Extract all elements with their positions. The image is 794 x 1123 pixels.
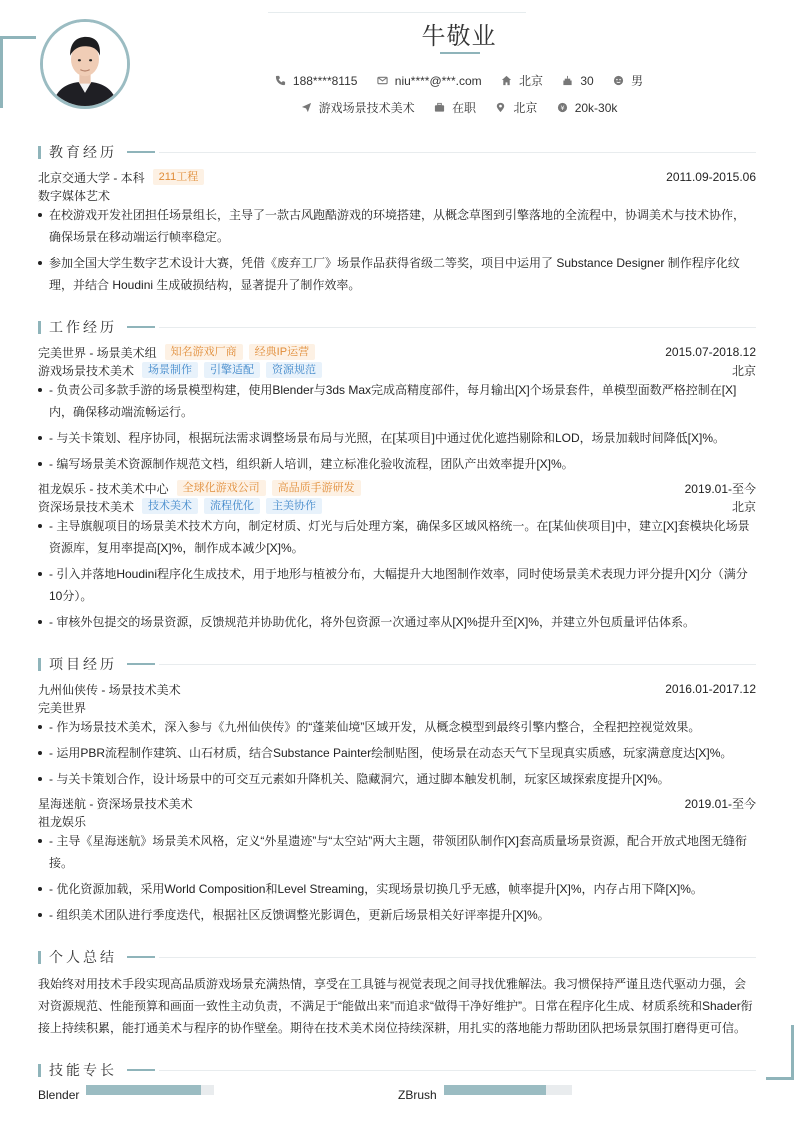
work-1-position-tag: 场景制作 [142, 362, 198, 378]
section-bar [38, 658, 41, 671]
work-1-period: 2015.07-2018.12 [665, 345, 756, 359]
skill-zbrush [398, 1088, 437, 1102]
section-dash [127, 326, 155, 328]
intention-position-text: 游戏场景技术美术 [318, 101, 415, 115]
skill-bar-fill [86, 1085, 201, 1095]
section-summary [38, 947, 756, 967]
intention-salary [557, 101, 618, 115]
education-school: 北京交通大学 - 本科 [38, 170, 145, 185]
contact-email-text: niu****@***.com [394, 73, 482, 88]
education-major: 数字媒体艺术 [38, 188, 111, 203]
contact-age [562, 74, 593, 88]
cake-icon [562, 75, 573, 86]
project-2-company: 祖龙娱乐 [38, 814, 87, 829]
work-2-position: 资深场景技术美术 [38, 499, 135, 514]
contact-row [0, 72, 794, 89]
work-2-position-tag: 主美协作 [266, 498, 322, 514]
work-1-company-tag: 经典IP运营 [249, 344, 315, 360]
section-summary-title: 个人总结 [49, 949, 117, 965]
education-tag: 211工程 [153, 169, 205, 185]
contact-phone-text: 188****8115 [292, 73, 358, 88]
section-dash [127, 663, 155, 665]
list-item: - 组织美术团队进行季度迭代，根据社区反馈调整光影调色，更新后场景相关好评率提升[X]%。 [38, 904, 756, 926]
project-1-header [38, 680, 756, 698]
section-skills [38, 1060, 756, 1080]
briefcase-icon [434, 102, 445, 113]
section-skills-title: 技能专长 [49, 1062, 117, 1078]
work-2-position-tag: 技术美术 [142, 498, 198, 514]
work-1-position-row [38, 361, 756, 379]
work-1-position-tag: 资源规范 [266, 362, 322, 378]
section-education [38, 142, 756, 162]
corner-decoration-bottom-horizontal [766, 1077, 794, 1080]
list-item: - 审核外包提交的场景资源，反馈规范并协助优化，将外包资源一次通过率从[X]%提升至[X]%，并建立外包质量评估体系。 [38, 611, 756, 633]
phone-icon [275, 75, 286, 86]
intention-status [434, 99, 476, 116]
work-2-header [38, 479, 756, 497]
candidate-name: 牛敬业 [421, 23, 497, 50]
project-2-period: 2019.01-至今 [684, 796, 756, 811]
work-2-period: 2019.01-至今 [684, 481, 756, 496]
work-2-city: 北京 [731, 499, 756, 514]
intention-city [495, 99, 537, 116]
contact-gender-text: 男 [631, 74, 644, 88]
list-item: - 运用PBR流程制作建筑、山石材质，结合Substance Painter绘制贴图，使场景在动态天气下呈现真实质感，玩家满意度达[X]%。 [38, 742, 756, 764]
section-line [159, 664, 756, 665]
project-2-title: 星海迷航 - 资深场景技术美术 [38, 796, 193, 811]
list-item: - 主导《星海迷航》场景美术风格，定义“外星遗迹”与“太空站”两大主题，带领团队制作[X]套高质量场景资源，配合开放式地图无缝衔接。 [38, 830, 756, 874]
education-period: 2011.09-2015.06 [666, 170, 756, 184]
svg-text:¥: ¥ [560, 103, 565, 112]
intention-city-text: 北京 [513, 101, 538, 115]
skill-name: Blender [38, 1088, 80, 1102]
section-dash [127, 956, 155, 958]
work-2-bullets [38, 515, 756, 637]
intention-row [0, 99, 794, 116]
work-1-city: 北京 [731, 363, 756, 378]
section-line [159, 152, 756, 153]
salary-icon [557, 102, 568, 113]
skill-bar-track [444, 1085, 572, 1095]
top-divider [268, 12, 526, 13]
project-1-company-row [38, 698, 756, 716]
work-2-position-tag: 流程优化 [204, 498, 260, 514]
work-1-position: 游戏场景技术美术 [38, 363, 135, 378]
intention-salary-text: 20k-30k [574, 100, 618, 115]
list-item: - 与关卡策划合作，设计场景中的可交互元素如升降机关、隐藏洞穴，通过脚本触发机制，玩家区域探索度提升[X]%。 [38, 768, 756, 790]
list-item: - 编写场景美术资源制作规范文档，组织新人培训，建立标准化验收流程，团队产出效率提升[X]%。 [38, 453, 756, 475]
list-item: - 主导旗舰项目的场景美术技术方向，制定材质、灯光与后处理方案，确保多区域风格统一。在[某仙侠项目]中，建立[X]套模块化场景资源库，复用率提高[X]%，制作成本减少[X]%。 [38, 515, 756, 559]
section-bar [38, 1064, 41, 1077]
section-bar [38, 951, 41, 964]
section-line [159, 1070, 756, 1071]
location-icon [495, 102, 506, 113]
project-2-header [38, 794, 756, 812]
project-1-title: 九州仙侠传 - 场景技术美术 [38, 682, 181, 697]
education-header [38, 168, 756, 186]
project-2-company-row [38, 812, 756, 830]
home-icon [501, 75, 512, 86]
contact-age-text: 30 [580, 73, 594, 88]
skill-bar-track [86, 1085, 214, 1095]
contact-home [501, 72, 543, 89]
skill-blender [38, 1088, 79, 1102]
contact-gender [613, 72, 643, 89]
mail-icon [377, 75, 388, 86]
work-2-company-tag: 全球化游戏公司 [177, 480, 266, 496]
list-item: - 作为场景技术美术，深入参与《九州仙侠传》的“蓬莱仙境”区域开发，从概念模型到最终引擎内整合，全程把控视觉效果。 [38, 716, 756, 738]
project-1-period: 2016.01-2017.12 [665, 682, 756, 696]
work-1-bullets [38, 379, 756, 479]
contact-email [377, 74, 482, 88]
section-work [38, 317, 756, 337]
work-2-position-row [38, 497, 756, 515]
intention-position [301, 99, 415, 116]
summary-text: 我始终对用技术手段实现高品质游戏场景充满热情，享受在工具链与视觉表现之间寻找优雅解法。我习惯保持严谨且迭代驱动力强，会对资源规范、性能预算和画面一致性主动负责，不满足于“能做出来”而追求“做得干净好维护”。日常在程序化生成、材质系统和Shader衔接上持续积累，能打通美术与程序的协作壁垒。期待在技术美术岗位持续深耕，用扎实的落地能力帮助团队把场景氛围打磨得更可信。 [38, 977, 753, 1035]
list-item: - 与关卡策划、程序协同，根据玩法需求调整场景布局与光照，在[某项目]中通过优化遮挡剔除和LOD，场景加载时间降低[X]%。 [38, 427, 756, 449]
send-icon [301, 102, 312, 113]
section-work-title: 工作经历 [49, 319, 117, 335]
name-underline [440, 52, 480, 54]
list-item: - 优化资源加载，采用World Composition和Level Streaming，实现场景切换几乎无感，帧率提升[X]%，内存占用下降[X]%。 [38, 878, 756, 900]
work-1-company: 完美世界 - 场景美术组 [38, 345, 157, 360]
education-major-row [38, 186, 756, 204]
work-2-company-tag: 高品质手游研发 [272, 480, 361, 496]
person-icon [613, 75, 624, 86]
contact-home-text: 北京 [519, 74, 544, 88]
work-1-company-tag: 知名游戏厂商 [165, 344, 243, 360]
project-1-bullets [38, 716, 756, 794]
work-1-header [38, 343, 756, 361]
project-2-bullets [38, 830, 756, 930]
section-education-title: 教育经历 [49, 144, 117, 160]
work-2-company: 祖龙娱乐 - 技术美术中心 [38, 481, 169, 496]
work-1-position-tag: 引擎适配 [204, 362, 260, 378]
list-item: - 引入并落地Houdini程序化生成技术，用于地形与植被分布，大幅提升大地图制作效率，同时使场景美术表现力评分提升[X]分（满分10分）。 [38, 563, 756, 607]
education-bullets [38, 204, 756, 300]
list-item: 在校游戏开发社团担任场景组长，主导了一款古风跑酷游戏的环境搭建，从概念草图到引擎落地的全流程中，协调美术与技术协作，确保场景在移动端运行帧率稳定。 [38, 204, 756, 248]
section-projects-title: 项目经历 [49, 656, 117, 672]
intention-status-text: 在职 [451, 101, 476, 115]
project-1-company: 完美世界 [38, 700, 87, 715]
section-dash [127, 1069, 155, 1071]
list-item: 参加全国大学生数字艺术设计大赛，凭借《废弃工厂》场景作品获得省级二等奖，项目中运用了 Substance Designer 制作程序化纹理，并结合 Houdini 生成破损结构，显著提升了制作效率。 [38, 252, 756, 296]
skill-bar-fill [444, 1085, 546, 1095]
section-projects [38, 654, 756, 674]
list-item: - 负责公司多款手游的场景模型构建，使用Blender与3ds Max完成高精度部件，每月输出[X]个场景套件，单模型面数严格控制在[X]内，确保移动端流畅运行。 [38, 379, 756, 423]
section-line [159, 957, 756, 958]
section-dash [127, 151, 155, 153]
section-bar [38, 321, 41, 334]
section-bar [38, 146, 41, 159]
skill-name: ZBrush [398, 1088, 437, 1102]
section-line [159, 327, 756, 328]
contact-phone [275, 74, 358, 88]
